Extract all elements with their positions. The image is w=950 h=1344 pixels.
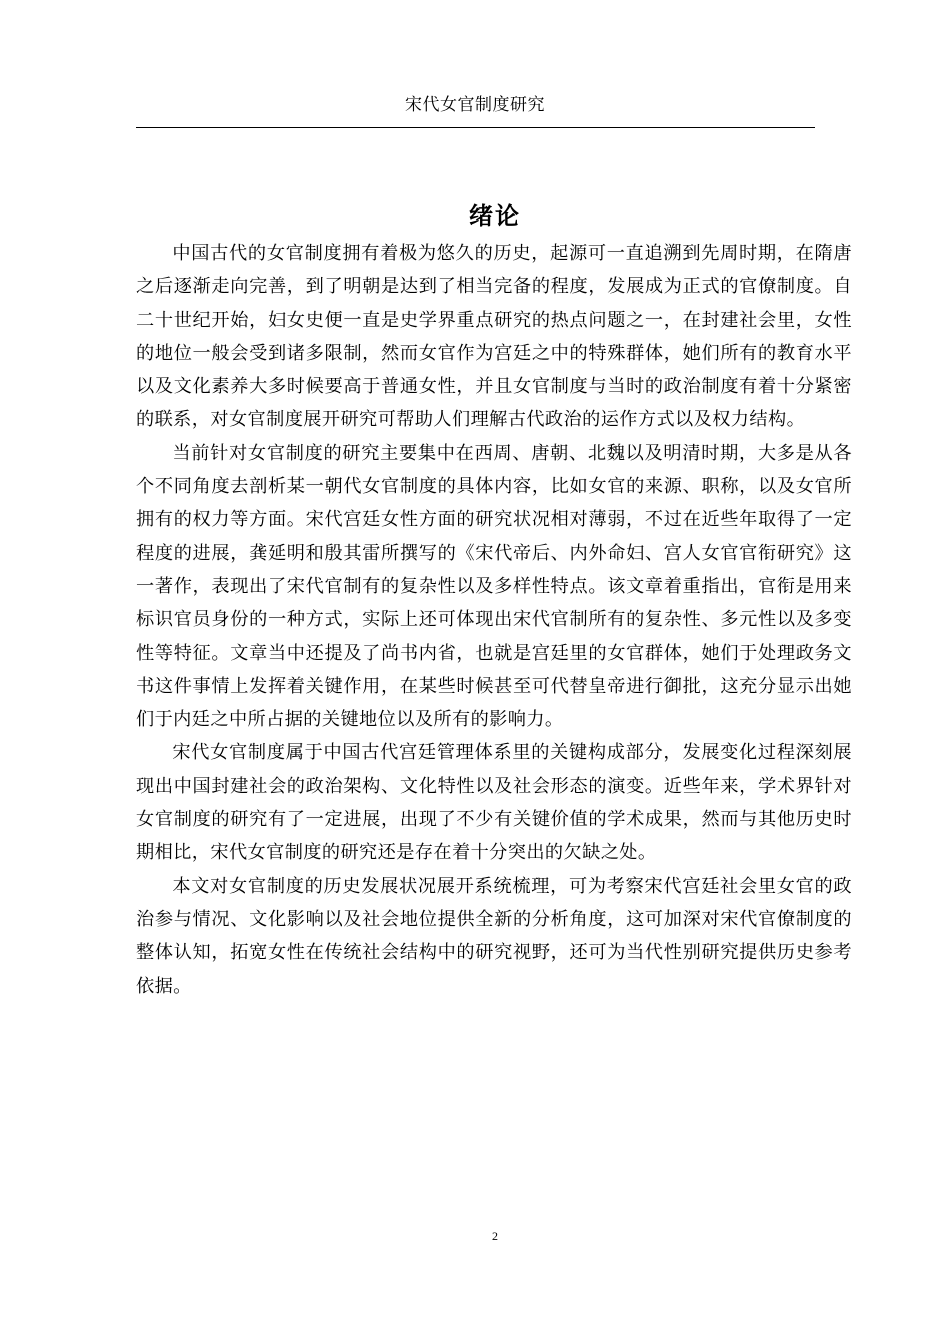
header-divider [136, 127, 815, 128]
paragraph: 当前针对女官制度的研究主要集中在西周、唐朝、北魏以及明清时期，大多是从各个不同角度去剖析某一朝代女官制度的具体内容，比如女官的来源、职称，以及女官所拥有的权力等方面。宋代宫廷女性方面的研究状况相对薄弱，不过在近些年取得了一定程度的进展，龚延明和殷其雷所撰写的《宋代帝后、内外命妇、宫人女官官衔研究》这一著作，表现出了宋代官制有的复杂性以及多样性特点。该文章着重指出，官衔是用来标识官员身份的一种方式，实际上还可体现出宋代官制所有的复杂性、多元性以及多变性等特征。文章当中还提及了尚书内省，也就是宫廷里的女官群体，她们于处理政务文书这件事情上发挥着关键作用，在某些时候甚至可代替皇帝进行御批，这充分显示出她们于内廷之中所占据的关键地位以及所有的影响力。 [136, 442, 852, 731]
page-number: 2 [492, 1229, 498, 1243]
paragraph: 本文对女官制度的历史发展状况展开系统梳理，可为考察宋代宫廷社会里女官的政治参与情况、文化影响以及社会地位提供全新的分析角度，这可加深对宋代官僚制度的整体认知，拓宽女性在传统社会结构中的研究视野，还可为当代性别研究提供历史参考依据。 [136, 875, 852, 997]
paragraph: 中国古代的女官制度拥有着极为悠久的历史，起源可一直追溯到先周时期，在隋唐之后逐渐走向完善，到了明朝是达到了相当完备的程度，发展成为正式的官僚制度。自二十世纪开始，妇女史便一直是史学界重点研究的热点问题之一，在封建社会里，女性的地位一般会受到诸多限制，然而女官作为宫廷之中的特殊群体，她们所有的教育水平以及文化素养大多时候要高于普通女性，并且女官制度与当时的政治制度有着十分紧密的联系，对女官制度展开研究可帮助人们理解古代政治的运作方式以及权力结构。 [136, 243, 852, 431]
section-title: 绪论 [469, 202, 521, 231]
running-header-title: 宋代女官制度研究 [405, 95, 545, 115]
paragraph: 宋代女官制度属于中国古代宫廷管理体系里的关键构成部分，发展变化过程深刻展现出中国封建社会的政治架构、文化特性以及社会形态的演变。近些年来，学术界针对女官制度的研究有了一定进展，出现了不少有关键价值的学术成果，然而与其他历史时期相比，宋代女官制度的研究还是存在着十分突出的欠缺之处。 [136, 742, 852, 864]
body-text [136, 237, 852, 1003]
